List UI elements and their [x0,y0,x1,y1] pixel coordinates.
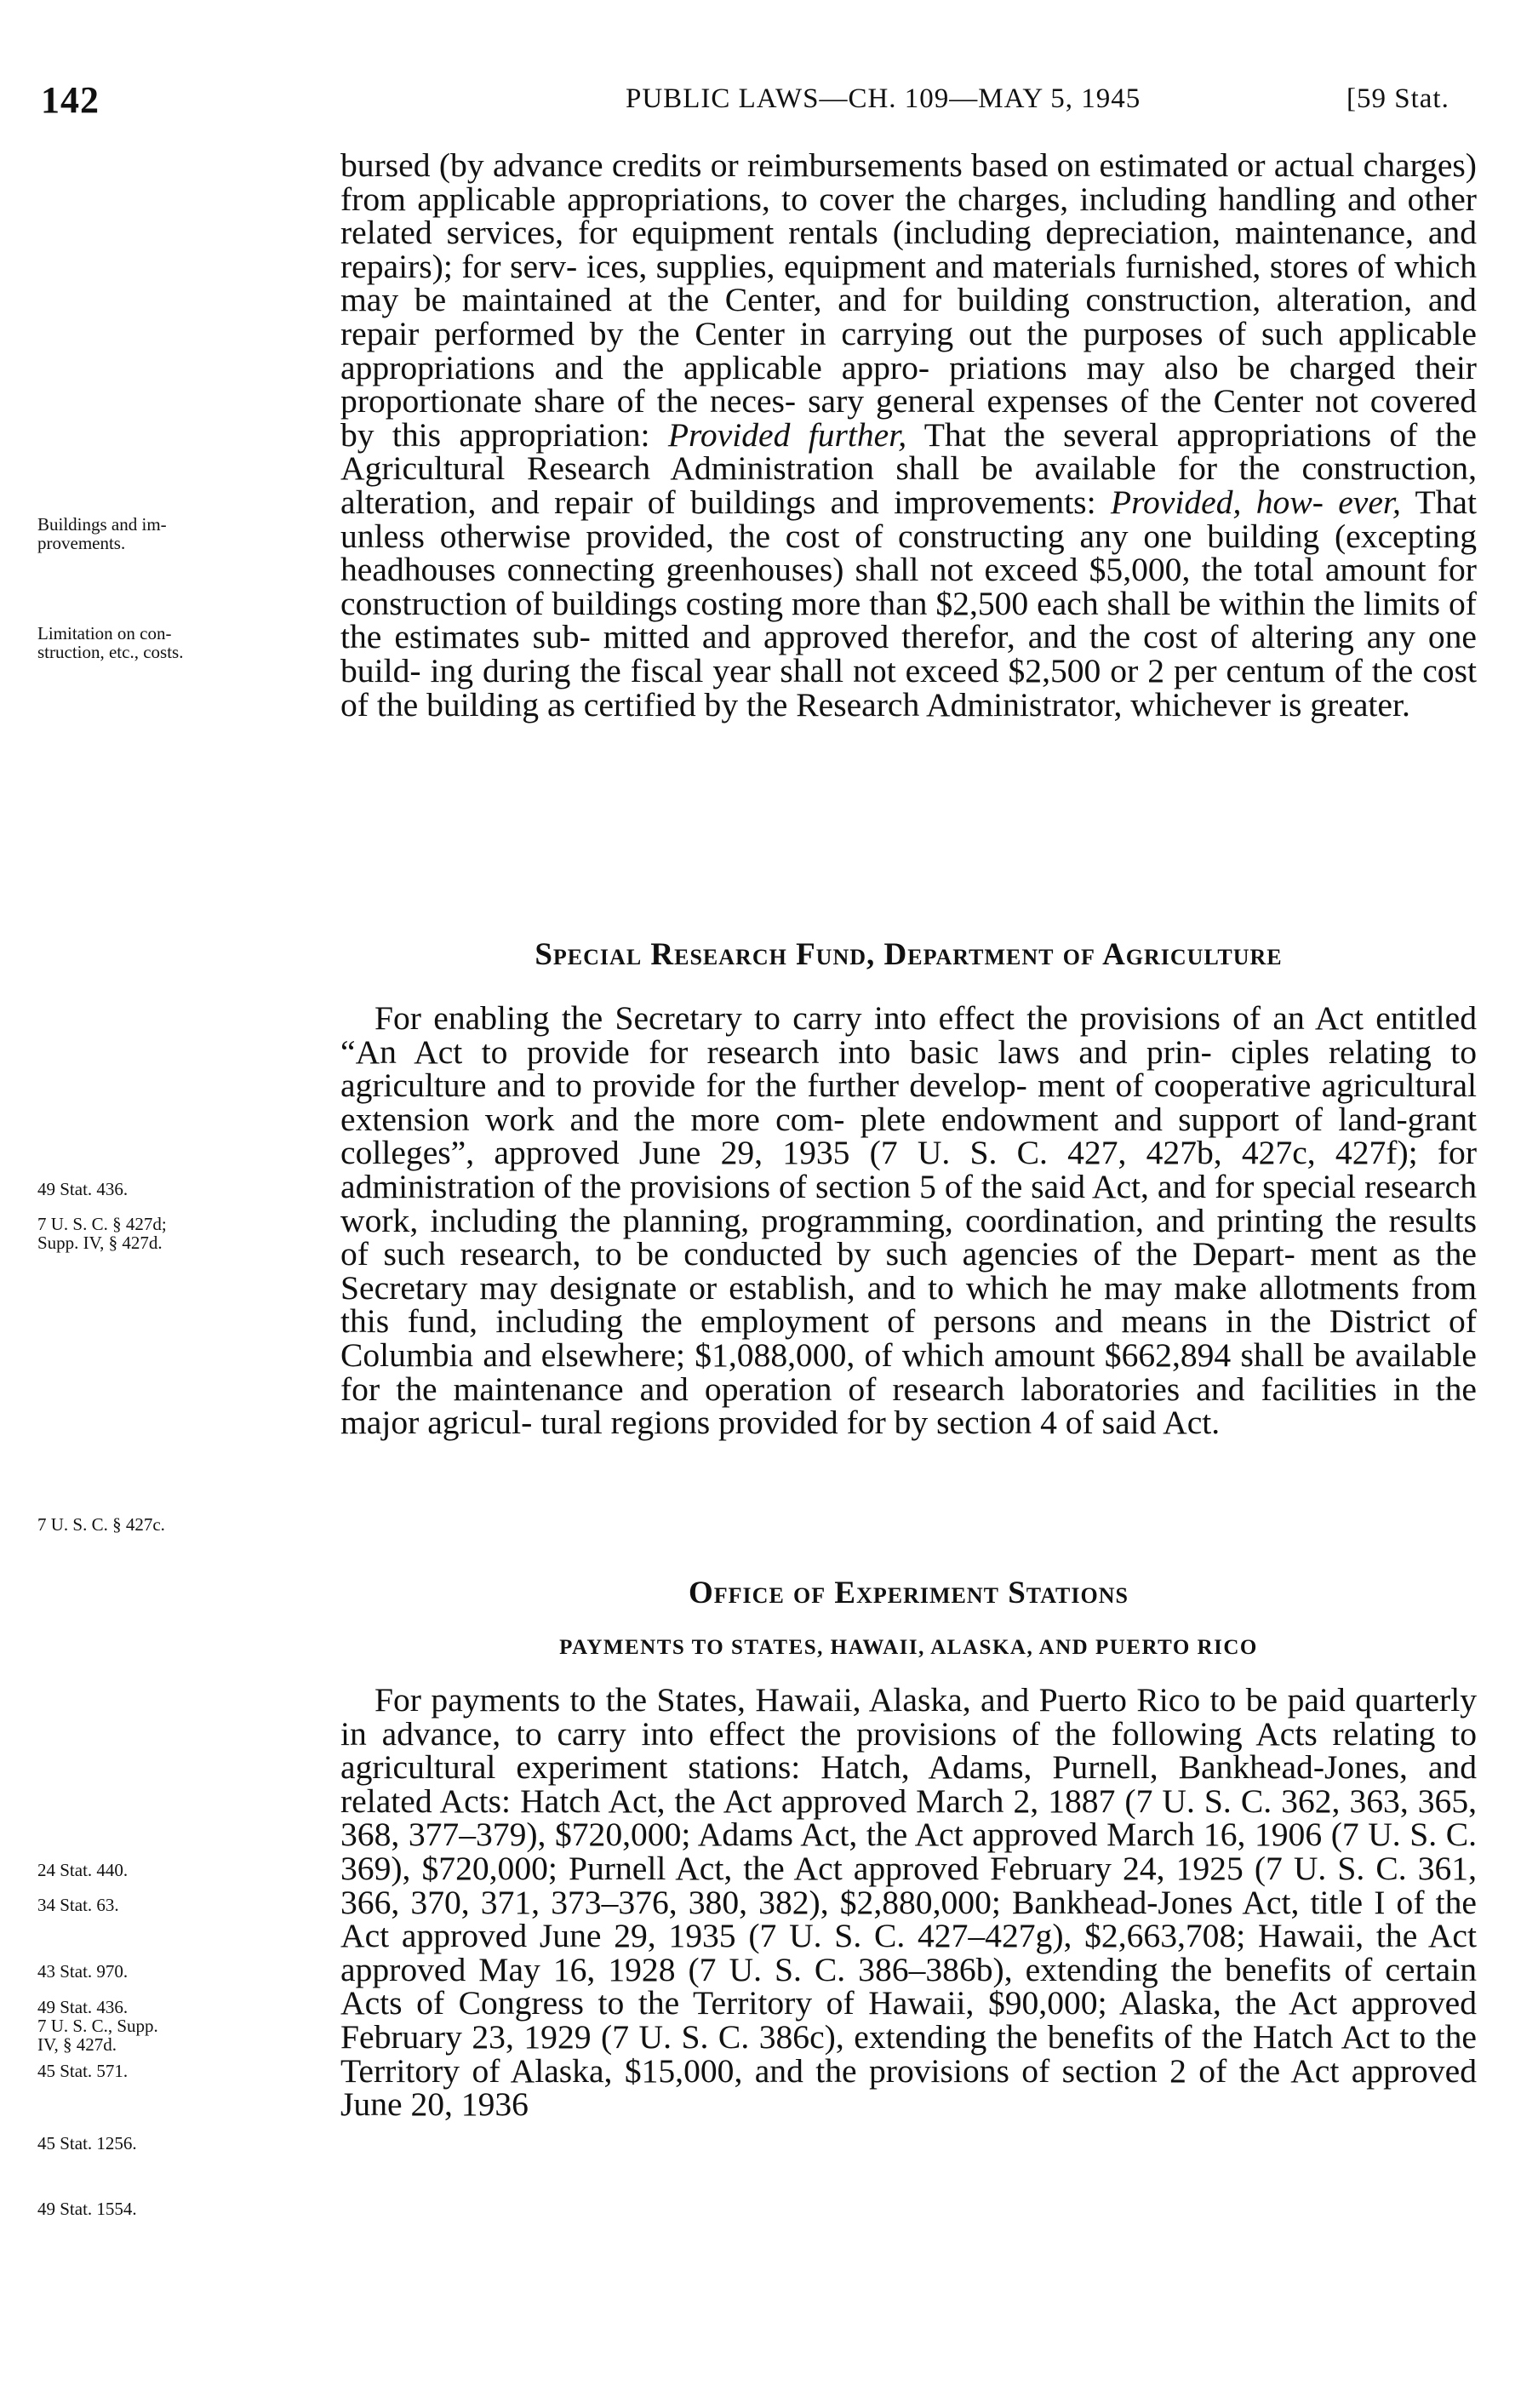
margin-note-line: struction, etc., costs. [37,642,184,662]
margin-note-stat: 45 Stat. 571. [37,2061,129,2081]
margin-note-line: IV, § 427d. [37,2034,117,2055]
text-line: For enabling the Secretary to carry into effect the provisions of an [374,999,1305,1037]
margin-note-line: Buildings and im- [37,514,167,535]
text-line: Act, the Act approved March 2, 1887 (7 U. S. C. 362, 363, 365, 368, [340,1782,1478,1854]
section-heading-special-research-fund: Special Research Fund, Department of Agriculture [535,937,1283,972]
text-line: ment of cooperative agricultural extension work and the more com- [340,1067,1478,1138]
margin-note-stat: 45 Stat. 1256. [37,2133,137,2153]
text-line: purposes of such applicable appropriations and the applicable appro- [340,314,1477,386]
text-line: more than $2,500 each shall be within the limits of the estimates sub- [340,584,1477,656]
text-line: 29, 1935 (7 U. S. C. 427, 427b, 427c, 427f); for administration of the [340,1134,1477,1205]
text-line: including the planning, programming, coordination, and printing the [430,1201,1377,1239]
text-line: (7 U. S. C. 369), $720,000; Purnell Act, the Act approved February [340,1816,1477,1887]
text-line: exceed $5,000, the total amount for construction of buildings costing [340,551,1477,622]
margin-note-stat: 49 Stat. 436. [37,1179,129,1199]
text-line: following Acts relating to agricultural experiment stations: [340,1714,1477,1787]
text-line: 16, 1928 (7 U. S. C. 386–386b), extending the benefits of certain [552,1950,1477,1988]
text-line: ment as the Secretary may designate or establish, and to which he may [340,1235,1478,1307]
running-head: PUBLIC LAWS—CH. 109—MAY 5, 1945 [626,83,1141,114]
text-line: benefits of the Hatch Act to the Territory of Alaska, $15,000, and [340,2017,1477,2090]
text-line: ices, supplies, equipment and materials furnished, stores of which [586,247,1477,285]
text-line: Bankhead-Jones Act, title I of the Act approved June 29, 1935 [340,1883,1477,1955]
text-line: ing during the fiscal year shall not exceed $2,500 or 2 per centum of [430,651,1363,689]
proviso-label: Provided, how- [1110,483,1324,521]
text-line: paid quarterly in advance, to carry into effect the provisions of the [340,1681,1477,1753]
text-line: provisions of section 5 of the said Act, and for special research work, [340,1167,1477,1239]
text-line: operation of research laboratories and facilities in the major agricul- [340,1370,1477,1442]
subheading-payments: PAYMENTS TO STATES, HAWAII, ALASKA, AND PUERTO RICO [559,1636,1258,1659]
margin-note-line: 7 U. S. C., Supp. [37,2016,158,2036]
margin-note-line: 7 U. S. C. § 427d; [37,1214,167,1234]
volume-reference: [59 Stat. [1346,83,1449,114]
proviso-label: Provided further, [667,415,907,454]
text-line: building (excepting headhouses connecting greenhouses) shall not [340,517,1477,589]
text-line: mitted and approved therefor, and the cost of altering any one build- [340,618,1477,689]
text-line: bursed (by advance credits or reimbursements based on estimated [340,146,1229,184]
margin-note-buildings [37,515,318,552]
text-line: alteration, and repair of buildings and improvements: [340,483,1111,521]
page-number: 142 [41,79,100,121]
text-line: Hatch, Adams, Purnell, Bankhead-Jones, and related Acts: Hatch [340,1748,1477,1820]
text-line: may be maintained at the Center, and for building construction, [340,281,1261,319]
text-line: Act entitled “An Act to provide for research into basic laws and prin- [340,999,1477,1071]
text-line: Acts of Congress to the Territory of Hawaii, $90,000; Alaska, the [340,1984,1277,2022]
text-line: tural regions provided for by section 4 of said Act. [540,1404,1221,1442]
text-line: alteration, and repair performed by the Center in carrying out the [340,281,1477,352]
text-line: 24, 1925 (7 U. S. C. 361, 366, 370, 371, 373–376, 380, 382), $2,880,000; [340,1849,1477,1921]
text-line: ciples relating to agriculture and to provide for the further develop- [340,1032,1477,1105]
proviso-label: ever, [1338,483,1401,521]
text-line: For payments to the States, Hawaii, Alaska, and Puerto Rico to be [374,1681,1278,1719]
margin-note-usc [37,1215,318,1252]
text-line: sary general expenses of the Center not covered by this appropriation: [340,382,1477,454]
special-research-fund-paragraph [340,999,1478,1442]
text-line: Act approved February 23, 1929 (7 U. S. C. 386c), extending the [340,1984,1477,2056]
text-line: plete endowment and support of land-grant colleges”, approved June [340,1100,1477,1172]
margin-note-line: 49 Stat. 436. [37,1997,129,2017]
text-line: and means in the District of Columbia and elsewhere; $1,088,000, of [340,1302,1477,1374]
margin-note-limitation [37,624,318,661]
text-line: the cost of the building as certified by the Research Administrator, [340,651,1477,724]
margin-note-stat: 34 Stat. 63. [37,1895,119,1915]
text-line: which amount $662,894 shall be available for the maintenance and [340,1336,1477,1408]
continuation-paragraph [340,146,1477,724]
margin-note-line: provements. [37,533,126,553]
text-line: rentals (including depreciation, maintenance, and repairs); for serv- [340,214,1477,285]
margin-note-line: Supp. IV, § 427d. [37,1233,163,1253]
text-line: (7 U. S. C. 427–427g), $2,663,708; Hawaii, the Act approved May [340,1917,1477,1988]
text-line: priations may also be charged their proportionate share of the neces- [340,348,1477,420]
margin-note-stat: 43 Stat. 970. [37,1961,129,1982]
text-line: charges, including handling and other related services, for equipment [340,180,1477,252]
margin-note-line: Limitation on con- [37,623,172,643]
margin-note-stat [37,1998,318,2054]
margin-note-stat: 49 Stat. 1554. [37,2199,137,2219]
margin-note-usc: 7 U. S. C. § 427c. [37,1514,165,1535]
experiment-stations-paragraph [340,1681,1478,2124]
margin-note-stat: 24 Stat. 440. [37,1860,129,1880]
text-line: 377–379), $720,000; Adams Act, the Act approved March 16, 1906 [408,1816,1323,1854]
text-line: That unless otherwise provided, the cost of constructing any one [340,483,1477,555]
text-line: or actual charges) from applicable appropriations, to cover the [340,146,1477,218]
text-line: the provisions of section 2 of the Act approved June 20, 1936 [340,2051,1477,2124]
section-heading-experiment-stations: Office of Experiment Stations [689,1576,1129,1610]
text-line: results of such research, to be conducted by such agencies of the Depart- [340,1201,1477,1273]
text-line: Research Administration shall be available for the construction, [526,449,1477,488]
text-line: whichever is greater. [1130,685,1410,724]
text-line: That the several appropriations of the Agricultural [340,415,1477,488]
text-line: make allotments from this fund, including the employment of persons [340,1268,1477,1341]
